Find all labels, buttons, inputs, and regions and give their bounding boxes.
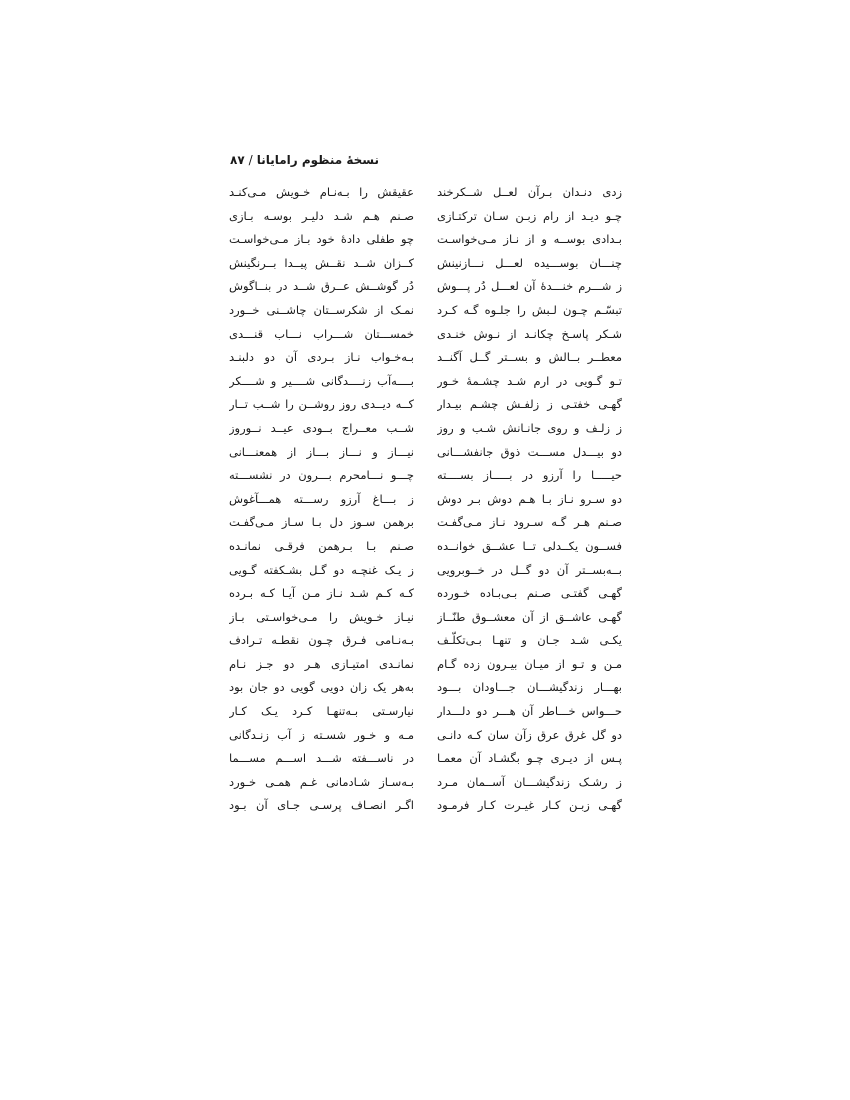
running-title: نسخهٔ منظوم رامایانا <box>256 153 380 167</box>
verse-line: یکـی شـد جـان و تنهـا بـی‌تکلّـف <box>437 633 622 648</box>
page-number: ۸۷ <box>230 153 245 167</box>
verse-line: صـنم هـر گـه سـرود نـاز مـی‌گفـت <box>437 515 622 530</box>
verse-line: دو گل غرق عرق زآن سان کـه دانـی <box>437 727 622 742</box>
verse-line: حیـــــا را آرزو در بـــــاز بســــته <box>437 468 622 483</box>
poem-column-left <box>229 181 414 818</box>
verse-line: حـــواس خـــاطر آن هـــر دو دلـــدار <box>437 704 622 719</box>
verse-line: چـو دیـد از رام زبـن سـان ترکتـازی <box>437 208 622 223</box>
verse-line: به‌هر یک زان دویی گویی دو جان بود <box>229 680 414 695</box>
verse-line: ز یـک غنچـه دو گـل بشـکفته گـویی <box>229 562 414 577</box>
verse-line: تبسّـم چـون لـبش را جلـوه گـه کـرد <box>437 302 622 317</box>
poem-column-right <box>437 181 622 818</box>
verse-line: معطــر بــالش و بســتر گــل آگنــد <box>437 350 622 365</box>
verse-line: برهمن سـوز دل بـا سـاز مـی‌گفـت <box>229 515 414 530</box>
verse-line: بـه‌نـامی فـرق چـون نقطـه تـرادف <box>229 633 414 648</box>
verse-line: فســون یکــدلی تــا عشــق خوانــده <box>437 538 622 553</box>
verse-line: ز رشـک زندگیشـــان آســمان مـرد <box>437 774 622 789</box>
verse-line: ز بـــاغ آرزو رســـته همـــآغوش <box>229 491 414 506</box>
verse-line: در ناســـفته شـــد اســـم مســـما <box>229 751 414 766</box>
verse-line: نیارسـتی بـه‌تنهـا کـرد یـک کـار <box>229 704 414 719</box>
verse-line: نمانـدی امتیـازی هـر دو جـز نـام <box>229 656 414 671</box>
verse-line: چو طفلی دادهٔ خود بـاز مـی‌خواسـت <box>229 232 414 247</box>
verse-line: گهـی خفتـی ز زلفـش چشـم بیـدار <box>437 397 622 412</box>
verse-line: اگـر انصـاف پرسـی جـای آن بـود <box>229 798 414 813</box>
verse-line: خمســـتان شـــراب نـــاب قنـــدی <box>229 326 414 341</box>
verse-line: گهـی گفتـی صـنم بـی‌بـاده خـورده <box>437 586 622 601</box>
verse-line: بـه‌خـواب نـاز بـردی آن دو دلبنـد <box>229 350 414 365</box>
verse-line: کــه دیــدی روز روشــن را شــب تــار <box>229 397 414 412</box>
verse-line: بــه‌بســتر آن دو گــل در خــوبرویی <box>437 562 622 577</box>
verse-line: بــــه‌آب زنــــدگانی شــــیر و شــــکر <box>229 373 414 388</box>
verse-line: صـنم بـا بـرهمن فرقـی نمانـده <box>229 538 414 553</box>
verse-line: پـس از دیـری چـو بگشـاد آن معمـا <box>437 751 622 766</box>
running-header <box>230 150 380 170</box>
verse-line: گهـی زبـن کـار غیـرت کـار فرمـود <box>437 798 622 813</box>
verse-line: مـن و تـو از میـان بیـرون زده گـام <box>437 656 622 671</box>
verse-line: گهـی عاشــق از آن معشــوق طنّــاز <box>437 609 622 624</box>
verse-line: کـه کـم شـد نـاز مـن آیـا کـه بـرده <box>229 586 414 601</box>
verse-line: دُر گوشــش عــرق شــد در بنــاگوش <box>229 279 414 294</box>
verse-line: تـو گـویی در ارم شـد چشـمهٔ خـور <box>437 373 622 388</box>
verse-line: عقیقش را بـه‌نـام خـویش مـی‌کنـد <box>229 185 414 199</box>
verse-line: زدی دنـدان بـرآن لعــل شــکرخند <box>437 185 622 199</box>
verse-line: نمـک از شکرســتان چاشــنی خــورد <box>229 302 414 317</box>
verse-line: شــب معــراج بــودی عیــد نــوروز <box>229 420 414 435</box>
verse-line: نیـاز خـویش را مـی‌خواسـتی بـاز <box>229 609 414 624</box>
verse-line: شـکر پاسـخ چکانـد از نـوش خنـدی <box>437 326 622 341</box>
verse-line: چـــو نـــامحرم بـــرون در نشســـته <box>229 468 414 483</box>
verse-line: دو بیـــدل مســـت ذوق جانفشـــانی <box>437 444 622 459</box>
verse-line: ز زلـف و روی جانـانش شـب و روز <box>437 420 622 435</box>
verse-line: ز شـــرم خنـــدهٔ آن لعـــل دُر پـــوش <box>437 279 622 294</box>
verse-line: کــزان شــد نقــش پیــدا بــرنگینش <box>229 255 414 270</box>
verse-line: نیـــاز و نـــاز بـــاز از همعنـــانی <box>229 444 414 459</box>
verse-line: چنـــان بوســـیده لعـــل نـــازنینش <box>437 255 622 270</box>
header-separator: / <box>248 153 253 167</box>
verse-line: مـه و خـور شسـته ز آب زنـدگانی <box>229 727 414 742</box>
verse-line: بـه‌سـاز شـادمانی غـم همـی خـورد <box>229 774 414 789</box>
verse-line: بـدادی بوســه و از نـاز مـی‌خواسـت <box>437 232 622 247</box>
verse-line: صـنم هـم شـد دلیـر بوسـه بـازی <box>229 208 414 223</box>
verse-line: بهـــار زندگیشـــان جـــاودان بـــود <box>437 680 622 695</box>
verse-line: دو سـرو نـاز بـا هـم دوش بـر دوش <box>437 491 622 506</box>
